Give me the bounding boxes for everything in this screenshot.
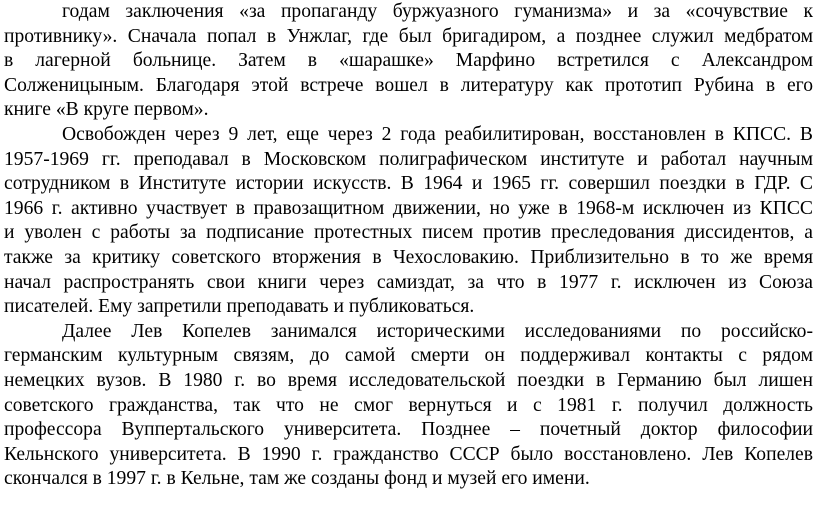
- text-line: годам заключения «за пропаганду буржуазного гуманизма» и за «сочувствие к: [62, 1, 813, 22]
- paragraph-1: [4, 0, 813, 123]
- text-line: также за критику советского вторжения в Чехословакию. Приблизительно в то же время: [4, 246, 813, 268]
- text-line: Далее Лев Копелев занимался историческими исследованиями по российско-: [62, 320, 813, 342]
- text-line: Солженицыным. Благодаря этой встрече вошел в литературу как прототип Рубина в его: [4, 74, 813, 96]
- text-line: начал распространять свои книги через самиздат, за что в 1977 г. исключен из Союза: [4, 271, 813, 293]
- text-line: советского гражданства, так что не смог вернуться и с 1981 г. получил должность: [4, 394, 813, 416]
- text-line: 1957-1969 гг. преподавал в Московском полиграфическом институте и работал научным: [4, 148, 813, 170]
- text-line: сотрудником в Институте истории искусств. В 1964 и 1965 гг. совершил поездки в ГДР. С: [4, 173, 813, 195]
- text-line: профессора Вуппертальского университета. Позднее – почетный доктор философии: [4, 419, 813, 441]
- text-line: Освобожден через 9 лет, еще через 2 года реабилитирован, восстановлен в КПСС. В: [62, 123, 813, 145]
- text-line: 1966 г. активно участвует в правозащитном движении, но уже в 1968-м исключен из КПСС: [4, 197, 813, 219]
- text-line: немецких вузов. В 1980 г. во время исследовательской поездки в Германию был лишен: [4, 369, 813, 391]
- text-line: Кельнского университета. В 1990 г. гражданство СССР было восстановлено. Лев Копелев: [4, 443, 813, 465]
- text-line: и уволен с работы за подписание протестных писем против преследования диссидентов, а: [4, 222, 813, 244]
- paragraph-2: [4, 123, 813, 320]
- paragraph-3: [4, 320, 813, 492]
- text-line: книге «В круге первом».: [4, 99, 209, 121]
- text-line: германским культурным связям, до самой смерти он поддерживал контакты с рядом: [4, 345, 813, 367]
- text-line: противнику». Сначала попал в Унжлаг, где был бригадиром, а позднее служил медбратом: [4, 25, 813, 47]
- text-line: писателей. Ему запретили преподавать и публиковаться.: [4, 296, 475, 318]
- text-line: скончался в 1997 г. в Кельне, там же созданы фонд и музей его имени.: [4, 468, 590, 490]
- text-line: в лагерной больнице. Затем в «шарашке» Марфино встретился с Александром: [4, 50, 813, 72]
